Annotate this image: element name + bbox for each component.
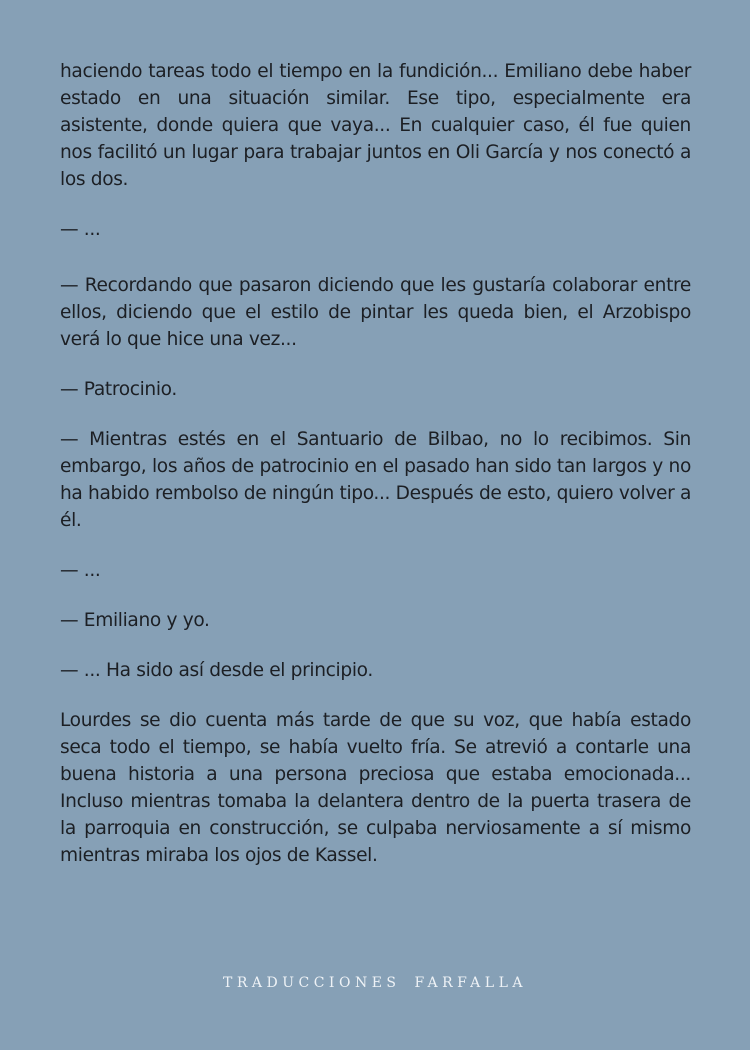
footer-word-traducciones: TRADUCCIONES — [223, 975, 401, 991]
dialogue-santuario: — Mientras estés en el Santuario de Bilbao, no lo recibimos. Sin embargo, los años de patrocinio en el pasado han sido tan largos y no ha habido rembolso de ningún tipo... Después de esto, quiero volver a él. — [60, 429, 691, 531]
paragraph-lourdes: Lourdes se dio cuenta más tarde de que su voz, que había estado seca todo el tiempo, se había vuelto fría. Se atrevió a contarle una buena historia a una persona preciosa que estaba emocionada... Incluso mientras tomaba la delantera dentro de la puerta trasera de la parroquia en construcción, se culpaba nerviosamente a sí mismo mientras miraba los ojos de Kassel. — [60, 710, 691, 866]
page-body — [60, 58, 691, 869]
dialogue-patrocinio: — Patrocinio. — [60, 379, 177, 400]
dialogue-ellipsis-2: — ... — [60, 560, 101, 581]
footer-credit — [0, 975, 750, 991]
dialogue-desde-el-principio: — ... Ha sido así desde el principio. — [60, 660, 373, 681]
dialogue-ellipsis-1: — ... — [60, 219, 101, 240]
footer-word-farfalla: FARFALLA — [414, 975, 527, 991]
dialogue-emiliano-y-yo: — Emiliano y yo. — [60, 610, 210, 631]
dialogue-recordando: — Recordando que pasaron diciendo que les gustaría colaborar entre ellos, diciendo que el estilo de pintar les queda bien, el Arzobispo verá lo que hice una vez... — [60, 275, 691, 350]
paragraph-fundicion: haciendo tareas todo el tiempo en la fundición... Emiliano debe haber estado en una situación similar. Ese tipo, especialmente era asistente, donde quiera que vaya... En cualquier caso, él fue quien nos facilitó un lugar para trabajar juntos en Oli García y nos conectó a los dos. — [60, 61, 691, 190]
